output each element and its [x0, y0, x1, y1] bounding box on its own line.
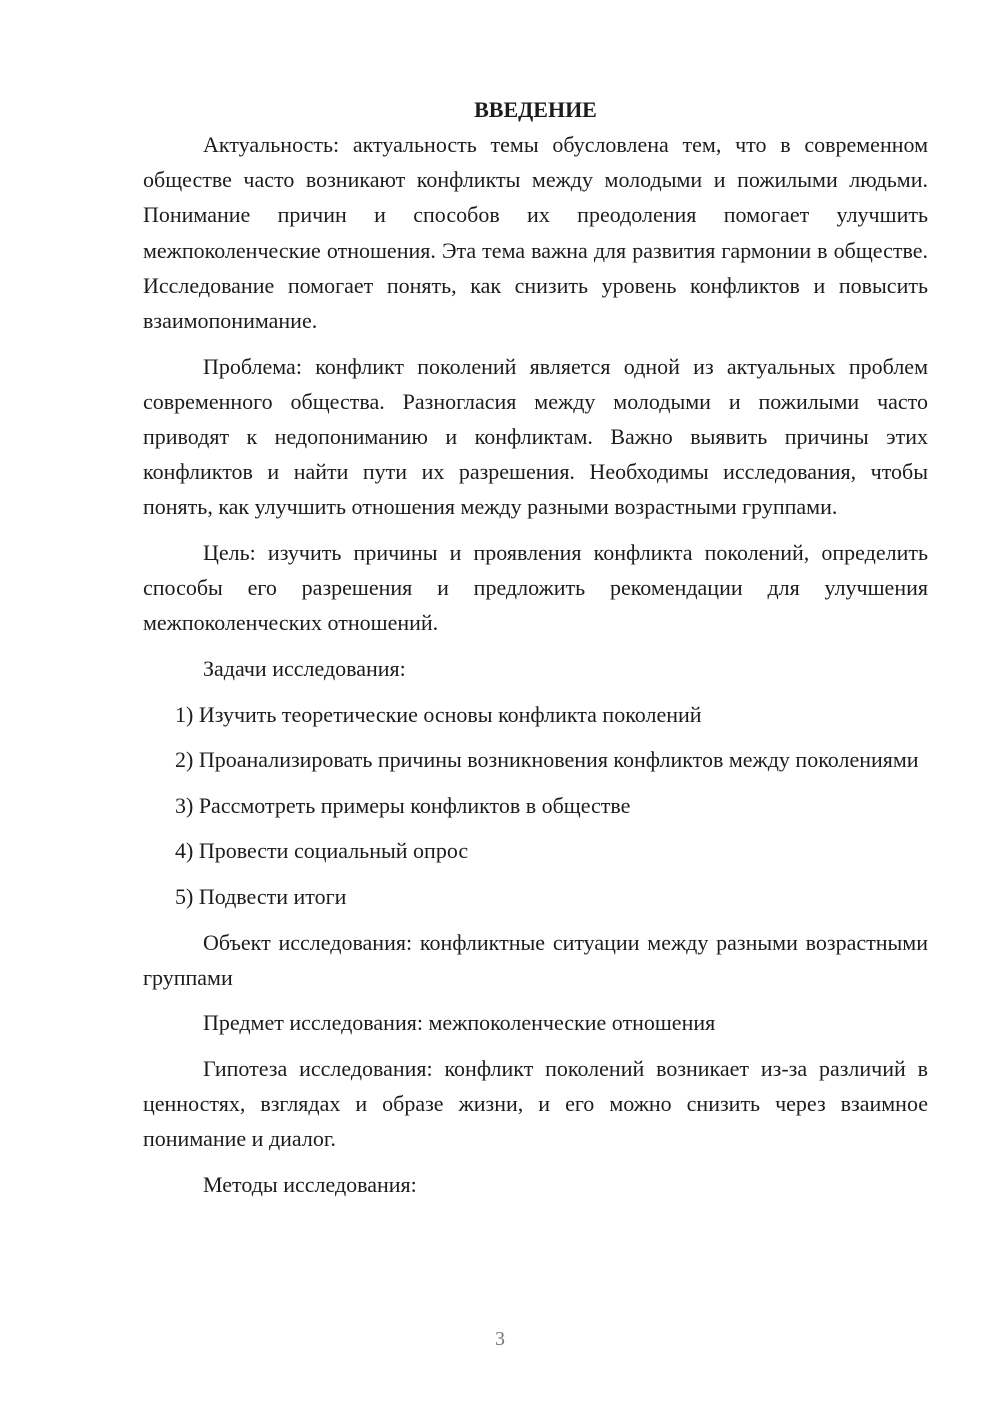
task-item: 5) Подвести итоги — [175, 883, 347, 909]
task-item: 2) Проанализировать причины возникновения конфликтов между поколениями — [175, 747, 919, 773]
page-title: ВВЕДЕНИЕ — [474, 97, 597, 122]
paragraph-hypothesis: Гипотеза исследования: конфликт поколений возникает из-за различий в ценностях, взглядах и образе жизни, и его можно снизить через взаимное понимание и диалог. — [143, 1055, 928, 1152]
paragraph-relevance: Актуальность: актуальность темы обусловлена тем, что в современном обществе часто возникают конфликты между молодыми и пожилыми людьми. Понимание причин и способов их преодоления помогает улучшить межпоколенческие отношения. Эта тема важна для развития гармонии в обществе. Исследование помогает понять, как снизить уровень конфликтов и повысить взаимопонимание. — [143, 132, 928, 334]
paragraph-object: Объект исследования: конфликтные ситуации между разными возрастными группами — [143, 929, 928, 990]
paragraph-methods: Методы исследования: — [203, 1171, 417, 1197]
task-item: 1) Изучить теоретические основы конфликта поколений — [175, 701, 702, 727]
paragraph-subject: Предмет исследования: межпоколенческие отношения — [203, 1010, 716, 1036]
paragraph-problem: Проблема: конфликт поколений является одной из актуальных проблем современного общества. Разногласия между молодыми и пожилыми часто приводят к недопониманию и конфликтам. Важно выявить причины этих конфликтов и найти пути их разрешения. Необходимы исследования, чтобы понять, как улучшить отношения между разными возрастными группами. — [143, 353, 928, 520]
task-item: 3) Рассмотреть примеры конфликтов в обществе — [175, 792, 631, 818]
paragraph-goal: Цель: изучить причины и проявления конфликта поколений, определить способы его разрешения и предложить рекомендации для улучшения межпоколенческих отношений. — [143, 540, 928, 636]
document-page — [143, 92, 928, 1202]
paragraph-tasks-heading: Задачи исследования: — [203, 656, 406, 682]
page-number: 3 — [495, 1328, 505, 1350]
task-item: 4) Провести социальный опрос — [175, 838, 469, 864]
